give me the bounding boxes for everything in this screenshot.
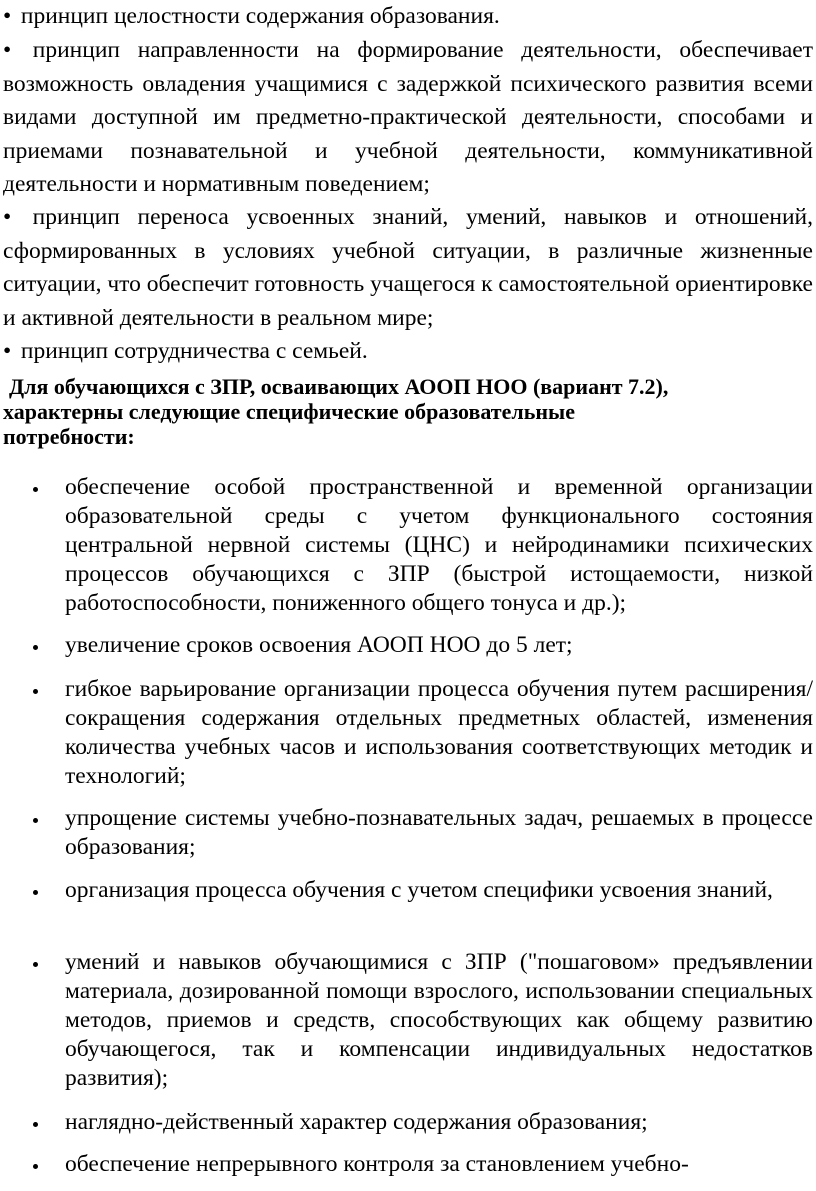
heading-line: характерны следующие специфические образовательные bbox=[3, 399, 575, 424]
bullet-dot-icon bbox=[33, 890, 38, 895]
bullet-dot-icon bbox=[33, 689, 38, 694]
intro-item bbox=[3, 201, 813, 335]
bullet-dot-icon bbox=[33, 645, 38, 650]
list-item-text: увеличение сроков освоения АООП НОО до 5 лет; bbox=[65, 632, 573, 658]
bullet-glyph: • bbox=[3, 3, 12, 29]
bullet-dot-icon bbox=[33, 818, 38, 823]
list-item-text: упрощение системы учебно-познавательных задач, решаемых в процессе образования; bbox=[65, 805, 813, 860]
list-item bbox=[0, 631, 813, 660]
intro-item bbox=[3, 335, 813, 369]
list-item bbox=[0, 1150, 813, 1179]
heading-line: потребности: bbox=[3, 424, 135, 449]
intro-item bbox=[3, 0, 813, 34]
list-item-text: наглядно-действенный характер содержания образования; bbox=[65, 1109, 648, 1135]
section-heading bbox=[3, 374, 810, 449]
list-item-text: организация процесса обучения с учетом специфики усвоения знаний, bbox=[65, 877, 773, 903]
list-item bbox=[0, 948, 813, 1093]
list-item bbox=[0, 804, 813, 862]
list-item-text: обеспечение непрерывного контроля за становлением учебно- bbox=[65, 1151, 689, 1177]
list-item bbox=[0, 876, 813, 905]
intro-item bbox=[3, 34, 813, 202]
list-item-text: умений и навыков обучающимися с ЗПР ("пошаговом» предъявлении материала, дозированной помощи взрослого, использовании специальных методов, приемов и средств, способствующих как общему развитию обучающегося, так и компенсации индивидуальных недостатков развития); bbox=[65, 949, 813, 1091]
bullet-glyph: • bbox=[3, 338, 12, 364]
bullet-dot-icon bbox=[33, 962, 38, 967]
bullet-dot-icon bbox=[33, 1164, 38, 1169]
intro-item-text: принцип сотрудничества с семьей. bbox=[20, 338, 368, 364]
intro-item-text: принцип направленности на формирование деятельности, обеспечивает возможность овладения учащимися с задержкой психического развития всеми видами доступной им предметно-практической деятельности, способами и приемами познавательной и учебной деятельности, коммуникативной деятельности и нормативным поведением; bbox=[3, 37, 814, 197]
bullet-glyph: • bbox=[3, 37, 12, 63]
list-item bbox=[0, 675, 813, 791]
list-item-text: гибкое варьирование организации процесса обучения путем расширения/сокращения содержания отдельных предметных областей, изменения количества учебных часов и использования соответствующих методик и технологий; bbox=[65, 676, 813, 789]
list-item bbox=[0, 473, 813, 618]
bullet-dot-icon bbox=[33, 1122, 38, 1127]
bullet-dot-icon bbox=[33, 487, 38, 492]
heading-line: Для обучающихся с ЗПР, осваивающих АООП НОО (вариант 7.2), bbox=[9, 374, 669, 399]
intro-item-text: принцип целостности содержания образования. bbox=[20, 3, 500, 29]
list-item bbox=[0, 1108, 813, 1137]
intro-item-text: принцип переноса усвоенных знаний, умений, навыков и отношений, сформированных в условиях учебной ситуации, в различные жизненные ситуации, что обеспечит готовность учащегося к самостоятельной ориентировке и активной деятельности в реальном мире; bbox=[3, 204, 814, 331]
list-item-text: обеспечение особой пространственной и временной организации образовательной среды с учетом функционального состояния центральной нервной системы (ЦНС) и нейродинамики психических процессов обучающихся с ЗПР (быстрой истощаемости, низкой работоспособности, пониженного общего тонуса и др.); bbox=[65, 474, 813, 616]
bullet-glyph: • bbox=[3, 204, 12, 230]
